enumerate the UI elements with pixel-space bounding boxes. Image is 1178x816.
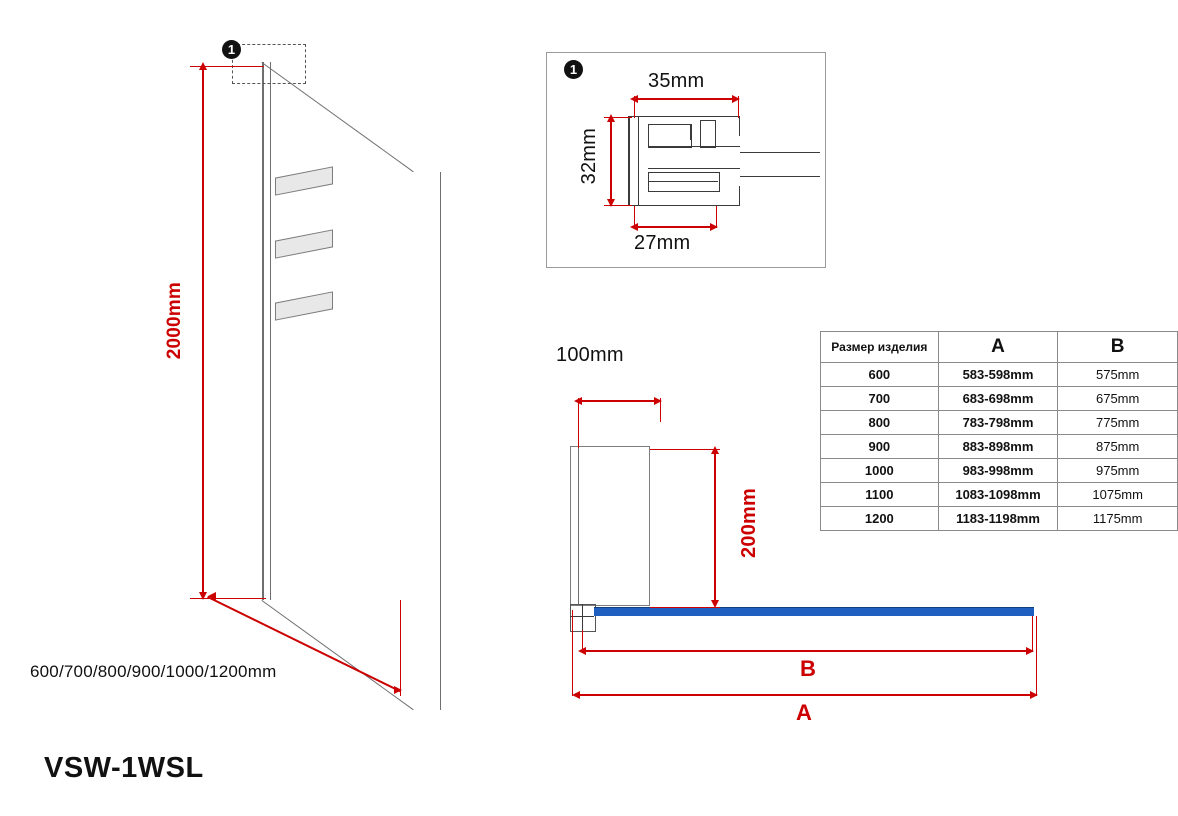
profile-left-wall-inner xyxy=(638,116,639,206)
cell-size: 900 xyxy=(821,435,939,459)
detail-badge-1: 1 xyxy=(222,40,241,59)
table-header-row xyxy=(821,332,1178,363)
table-row xyxy=(821,507,1178,531)
plan-b-line xyxy=(582,650,1030,652)
detail-32mm-line xyxy=(610,120,612,202)
plan-wall-panel-inner-line xyxy=(578,446,579,604)
cell-b: 675mm xyxy=(1058,387,1178,411)
cell-size: 1000 xyxy=(821,459,939,483)
table-row xyxy=(821,387,1178,411)
detail-view-badge: 1 xyxy=(564,60,583,79)
detail-35mm-ext-right xyxy=(738,96,739,118)
plan-100mm-ext-left xyxy=(578,398,579,448)
detail-35mm-label: 35mm xyxy=(648,70,705,92)
profile-pocket-divider xyxy=(648,181,718,182)
detail-glass-bottom-line xyxy=(740,176,820,177)
profile-glass-pocket xyxy=(648,172,720,192)
table-header-size: Размер изделия xyxy=(821,332,939,363)
table-row xyxy=(821,363,1178,387)
height-extension-bottom xyxy=(190,598,266,599)
cell-a: 883-898mm xyxy=(938,435,1058,459)
table-header-a: A xyxy=(938,332,1058,363)
plan-b-ext-right xyxy=(1032,616,1033,652)
elevation-shelf-bottom xyxy=(275,291,333,320)
elevation-panel-bottom-edge xyxy=(261,600,413,710)
profile-right-edge-lower xyxy=(739,186,740,206)
plan-200mm-arrow-top xyxy=(711,446,719,454)
profile-upper-channel xyxy=(648,124,692,148)
width-options-label: 600/700/800/900/1000/1200mm xyxy=(30,662,277,681)
plan-200mm-label: 200mm xyxy=(738,488,760,558)
plan-a-line xyxy=(576,694,1034,696)
plan-100mm-line xyxy=(578,400,660,402)
profile-upper-channel-fin xyxy=(690,124,691,140)
cell-a: 1183-1198mm xyxy=(938,507,1058,531)
elevation-shelf-top xyxy=(275,166,333,195)
detail-27mm-ext-right xyxy=(716,206,717,228)
profile-upper-clip xyxy=(700,120,716,148)
plan-200mm-ext-bottom xyxy=(650,607,720,608)
detail-35mm-ext-left xyxy=(634,96,635,118)
height-dimension-line xyxy=(202,68,204,594)
plan-wall-panel xyxy=(570,446,650,606)
height-dimension-label: 2000mm xyxy=(164,282,185,360)
plan-200mm-line xyxy=(714,452,716,604)
cell-b: 875mm xyxy=(1058,435,1178,459)
cell-size: 1100 xyxy=(821,483,939,507)
table-row xyxy=(821,435,1178,459)
detail-35mm-line xyxy=(634,98,738,100)
profile-mid-web xyxy=(648,146,740,147)
plan-200mm-ext-top xyxy=(650,449,720,450)
cell-size: 700 xyxy=(821,387,939,411)
model-code-label: VSW-1WSL xyxy=(44,752,204,784)
plan-glass-panel xyxy=(594,608,1034,616)
profile-top-face xyxy=(628,116,740,117)
elevation-shelf-middle xyxy=(275,229,333,258)
detail-27mm-ext-left xyxy=(634,206,635,228)
width-dimension-arrow-left xyxy=(208,592,216,600)
height-extension-top xyxy=(190,66,264,67)
detail-32mm-label: 32mm xyxy=(578,128,600,185)
table-row xyxy=(821,483,1178,507)
plan-profile-block-line-2 xyxy=(582,604,583,630)
elevation-panel-front-edge-2 xyxy=(270,62,271,600)
cell-a: 683-698mm xyxy=(938,387,1058,411)
size-table xyxy=(820,331,1178,531)
cell-a: 1083-1098mm xyxy=(938,483,1058,507)
plan-a-ext-right xyxy=(1036,616,1037,696)
detail-32mm-ext-bottom xyxy=(604,205,632,206)
detail-callout-box xyxy=(232,44,306,84)
cell-a: 983-998mm xyxy=(938,459,1058,483)
detail-32mm-arrow-top xyxy=(607,114,615,122)
plan-a-arrow-left xyxy=(572,691,580,699)
detail-27mm-line xyxy=(634,226,716,228)
cell-a: 583-598mm xyxy=(938,363,1058,387)
plan-a-ext-left xyxy=(572,610,573,696)
cell-size: 800 xyxy=(821,411,939,435)
elevation-panel-rear-edge xyxy=(440,172,441,710)
plan-100mm-label: 100mm xyxy=(556,344,624,366)
plan-a-label: A xyxy=(796,700,813,725)
cell-b: 775mm xyxy=(1058,411,1178,435)
cell-b: 975mm xyxy=(1058,459,1178,483)
width-extension-right xyxy=(400,600,401,696)
plan-b-label: B xyxy=(800,656,817,681)
detail-32mm-ext-top xyxy=(604,117,632,118)
table-header-b: B xyxy=(1058,332,1178,363)
profile-mid-web-lower xyxy=(648,168,740,169)
profile-right-edge xyxy=(739,116,740,136)
cell-b: 575mm xyxy=(1058,363,1178,387)
cell-size: 1200 xyxy=(821,507,939,531)
table-row xyxy=(821,459,1178,483)
profile-left-wall xyxy=(628,116,630,206)
detail-27mm-label: 27mm xyxy=(634,232,691,254)
plan-100mm-ext-right xyxy=(660,398,661,422)
plan-b-ext-left xyxy=(582,630,583,652)
cell-b: 1175mm xyxy=(1058,507,1178,531)
profile-bottom-face xyxy=(628,205,740,206)
cell-b: 1075mm xyxy=(1058,483,1178,507)
elevation-panel-front-edge xyxy=(262,62,264,600)
cell-size: 600 xyxy=(821,363,939,387)
plan-profile-block xyxy=(570,604,596,632)
table-row xyxy=(821,411,1178,435)
detail-glass-top-line xyxy=(740,152,820,153)
cell-a: 783-798mm xyxy=(938,411,1058,435)
